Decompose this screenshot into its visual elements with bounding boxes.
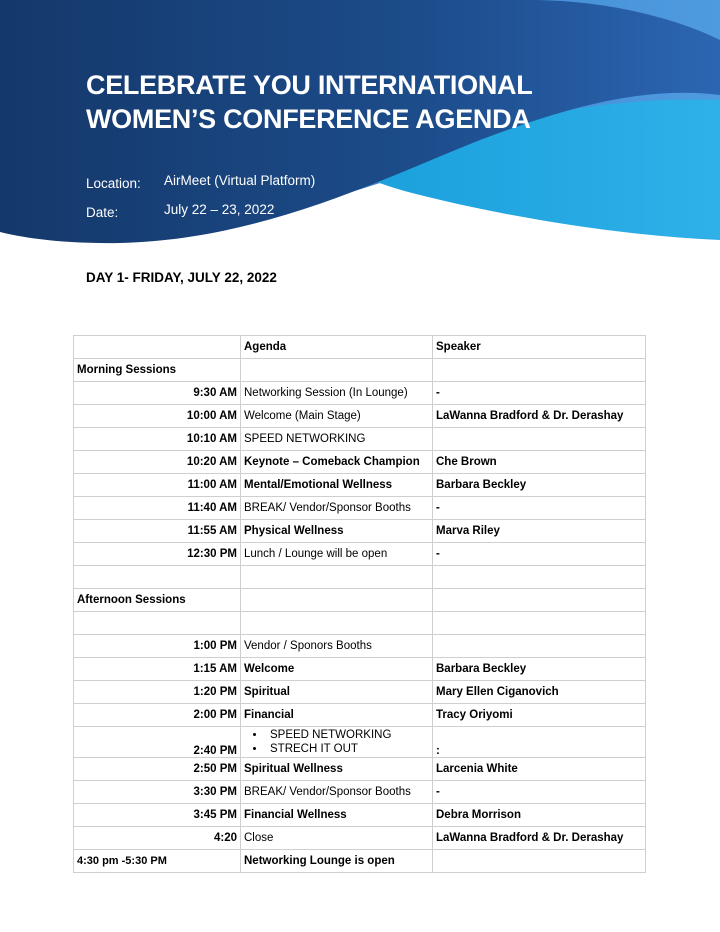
speaker-cell: Barbara Beckley [433, 474, 646, 497]
date-label: Date: [86, 205, 119, 220]
header-time-cell [74, 336, 241, 359]
time-cell: 1:20 PM [74, 681, 241, 704]
speaker-cell: Tracy Oriyomi [433, 704, 646, 727]
empty-row [74, 612, 646, 635]
table-row [74, 781, 646, 804]
table-row [74, 635, 646, 658]
speaker-cell: - [433, 543, 646, 566]
agenda-cell: Mental/Emotional Wellness [241, 474, 433, 497]
table-row [74, 520, 646, 543]
time-cell: 1:00 PM [74, 635, 241, 658]
time-cell: 10:10 AM [74, 428, 241, 451]
section-label: Morning Sessions [74, 359, 241, 382]
speaker-cell: Barbara Beckley [433, 658, 646, 681]
location-value: AirMeet (Virtual Platform) [164, 173, 316, 188]
time-cell: 3:30 PM [74, 781, 241, 804]
agenda-cell: Networking Lounge is open [241, 850, 433, 873]
speaker-cell: - [433, 781, 646, 804]
table-row [74, 405, 646, 428]
agenda-cell: Close [241, 827, 433, 850]
table-row [74, 758, 646, 781]
section-label: Afternoon Sessions [74, 589, 241, 612]
bullet-item: • SPEED NETWORKING [266, 728, 429, 742]
speaker-cell: Che Brown [433, 451, 646, 474]
time-cell: 2:50 PM [74, 758, 241, 781]
table-row [74, 681, 646, 704]
speaker-cell: Marva Riley [433, 520, 646, 543]
agenda-cell: Welcome [241, 658, 433, 681]
time-cell: 11:00 AM [74, 474, 241, 497]
agenda-cell: Lunch / Lounge will be open [241, 543, 433, 566]
time-cell: 10:20 AM [74, 451, 241, 474]
table-row [74, 543, 646, 566]
bullet-list [244, 728, 429, 756]
speaker-cell: Larcenia White [433, 758, 646, 781]
time-cell: 3:45 PM [74, 804, 241, 827]
agenda-cell: Financial [241, 704, 433, 727]
title-line-1: CELEBRATE YOU INTERNATIONAL [86, 70, 533, 100]
time-cell: 2:00 PM [74, 704, 241, 727]
speaker-cell: - [433, 382, 646, 405]
time-cell: 9:30 AM [74, 382, 241, 405]
time-cell: 4:20 [74, 827, 241, 850]
agenda-cell: Keynote – Comeback Champion [241, 451, 433, 474]
table-row [74, 428, 646, 451]
table-row-multi [74, 727, 646, 758]
speaker-cell: - [433, 497, 646, 520]
agenda-cell: Physical Wellness [241, 520, 433, 543]
agenda-cell: Networking Session (In Lounge) [241, 382, 433, 405]
agenda-cell: Financial Wellness [241, 804, 433, 827]
header-speaker-cell: Speaker [433, 336, 646, 359]
table-header-row [74, 336, 646, 359]
speaker-cell [433, 850, 646, 873]
day-heading: DAY 1- FRIDAY, JULY 22, 2022 [86, 270, 277, 285]
table-row [74, 827, 646, 850]
speaker-cell: Debra Morrison [433, 804, 646, 827]
agenda-table [73, 335, 646, 873]
agenda-cell: Vendor / Sponors Booths [241, 635, 433, 658]
table-row [74, 704, 646, 727]
date-value: July 22 – 23, 2022 [164, 202, 275, 217]
time-cell: 11:55 AM [74, 520, 241, 543]
agenda-cell [241, 727, 433, 758]
agenda-cell: BREAK/ Vendor/Sponsor Booths [241, 497, 433, 520]
section-row-afternoon [74, 589, 646, 612]
table-row [74, 451, 646, 474]
table-row [74, 658, 646, 681]
speaker-cell: : [433, 727, 646, 758]
agenda-cell: Welcome (Main Stage) [241, 405, 433, 428]
speaker-cell [433, 428, 646, 451]
agenda-cell: SPEED NETWORKING [241, 428, 433, 451]
title-line-2: WOMEN’S CONFERENCE AGENDA [86, 104, 531, 134]
time-cell: 4:30 pm -5:30 PM [74, 850, 241, 873]
speaker-cell: LaWanna Bradford & Dr. Derashay [433, 405, 646, 428]
header-agenda-cell: Agenda [241, 336, 433, 359]
time-cell: 12:30 PM [74, 543, 241, 566]
table-row [74, 474, 646, 497]
time-cell: 1:15 AM [74, 658, 241, 681]
table-row [74, 804, 646, 827]
empty-row [74, 566, 646, 589]
speaker-cell: Mary Ellen Ciganovich [433, 681, 646, 704]
time-cell: 11:40 AM [74, 497, 241, 520]
conference-title [86, 68, 532, 136]
location-label: Location: [86, 176, 141, 191]
table-row-last [74, 850, 646, 873]
time-cell: 2:40 PM [74, 727, 241, 758]
speaker-cell [433, 635, 646, 658]
time-cell: 10:00 AM [74, 405, 241, 428]
table-row [74, 497, 646, 520]
bullet-item: • STRECH IT OUT [266, 742, 429, 756]
speaker-cell: LaWanna Bradford & Dr. Derashay [433, 827, 646, 850]
table-row [74, 382, 646, 405]
agenda-cell: Spiritual Wellness [241, 758, 433, 781]
agenda-cell: Spiritual [241, 681, 433, 704]
agenda-cell: BREAK/ Vendor/Sponsor Booths [241, 781, 433, 804]
section-row-morning [74, 359, 646, 382]
